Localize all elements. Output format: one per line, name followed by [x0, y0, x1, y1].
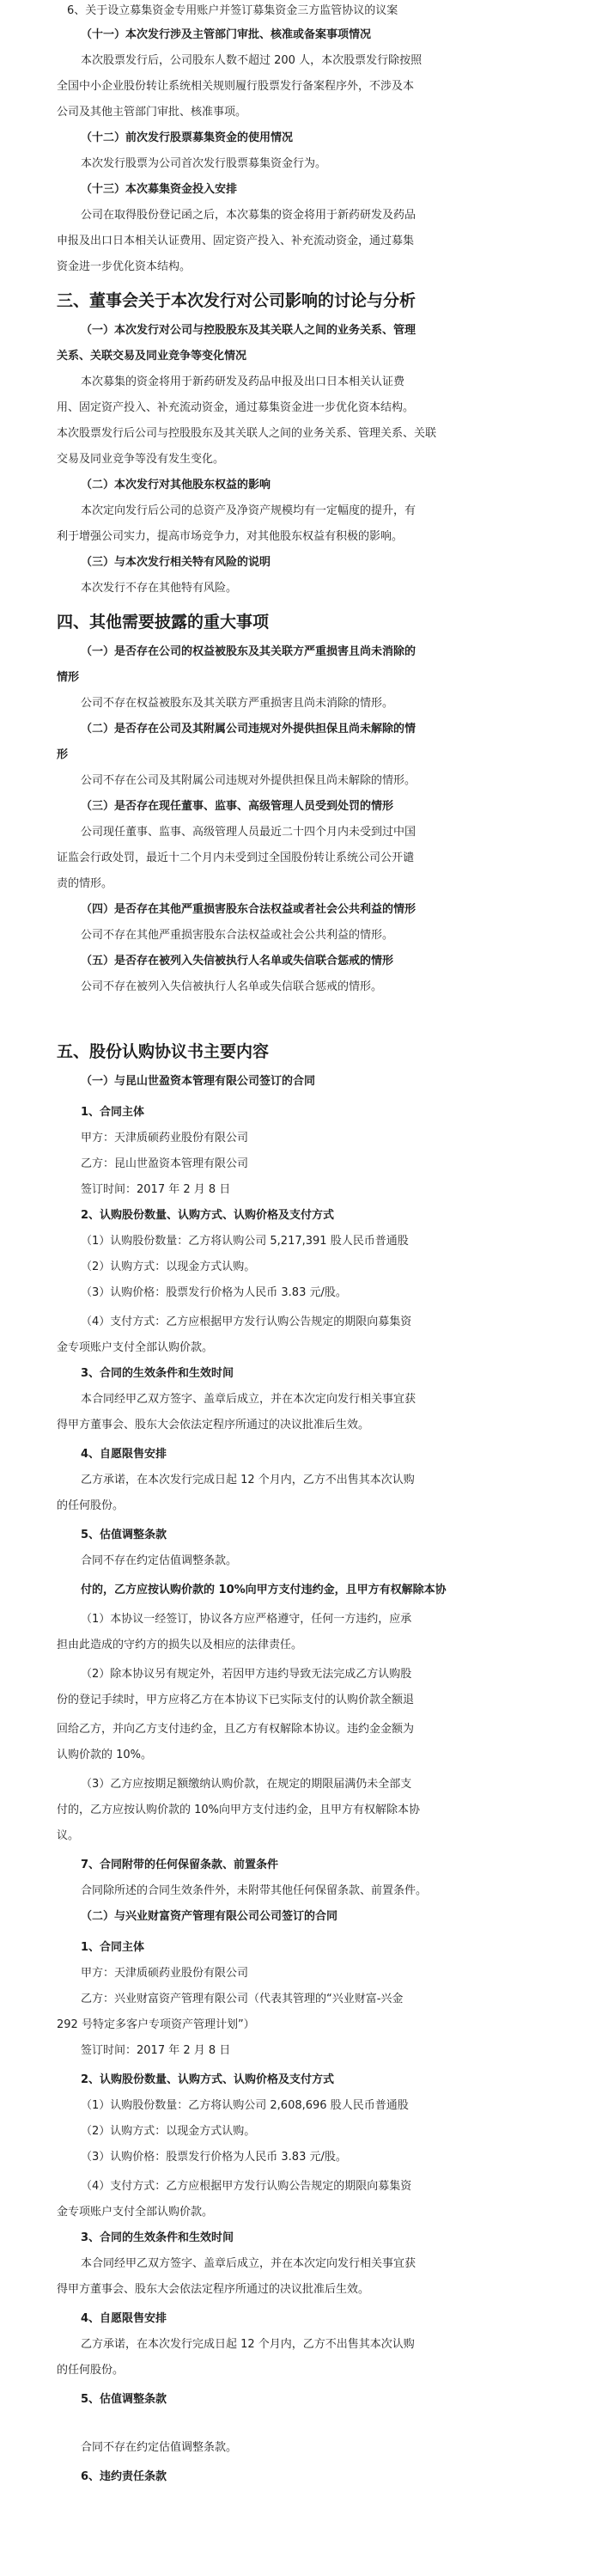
paragraph-line: 的任何股份。 [57, 2364, 125, 2377]
subheading: （十二）前次发行股票募集资金的使用情况 [81, 131, 294, 144]
subheading: 7、合同附带的任何保留条款、前置条件 [81, 1859, 279, 1871]
paragraph-line: 用、固定资产投入、补充流动资金，通过募集资金进一步优化资本结构。 [57, 401, 415, 414]
section-heading: 四、其他需要披露的重大事项 [57, 613, 270, 632]
paragraph-line: 本合同经甲乙双方签字、盖章后成立，并在本次定向发行相关事宜获 [81, 1393, 417, 1406]
paragraph-line: 责的情形。 [57, 877, 113, 890]
paragraph-line: （4）支付方式：乙方应根据甲方发行认购公告规定的期限向募集资 [81, 2180, 412, 2193]
paragraph-line: 回给乙方，并向乙方支付违约金，且乙方有权解除本协议。违约金金额为 [57, 1723, 415, 1736]
paragraph-line: 合同不存在约定估值调整条款。 [81, 1554, 238, 1567]
subheading: （一）与昆山世盈资本管理有限公司签订的合同 [81, 1075, 316, 1088]
paragraph-line: 甲方：天津质硕药业股份有限公司 [81, 1132, 249, 1145]
paragraph-line: 金专项账户支付全部认购价款。 [57, 2206, 214, 2219]
paragraph-line: 全国中小企业股份转让系统相关规则履行股票发行备案程序外，不涉及本 [57, 80, 415, 93]
subheading: 付的，乙方应按认购价款的 10%向甲方支付违约金，且甲方有权解除本协 [81, 1584, 447, 1596]
paragraph-line: 本次发行股票为公司首次发行股票募集资金行为。 [81, 157, 327, 170]
subheading: （二）本次发行对其他股东权益的影响 [81, 479, 271, 491]
subheading: 2、认购股份数量、认购方式、认购价格及支付方式 [81, 2073, 335, 2086]
section-heading: 五、股份认购协议书主要内容 [57, 1042, 270, 1061]
paragraph-line: 合同不存在约定估值调整条款。 [81, 2441, 238, 2454]
subheading: 5、估值调整条款 [81, 2393, 167, 2406]
subheading: 1、合同主体 [81, 1106, 145, 1119]
paragraph-line: （1）认购股份数量：乙方将认购公司 2,608,696 股人民币普通股 [81, 2099, 409, 2112]
paragraph-line: 合同除所述的合同生效条件外，未附带其他任何保留条款、前置条件。 [81, 1884, 428, 1897]
paragraph-line: 乙方承诺，在本次发行完成日起 12 个月内，乙方不出售其本次认购 [81, 1474, 415, 1486]
paragraph-line: （4）支付方式：乙方应根据甲方发行认购公告规定的期限向募集资 [81, 1315, 412, 1328]
paragraph-line: 甲方：天津质硕药业股份有限公司 [81, 1967, 249, 1980]
paragraph-line: （2）认购方式：以现金方式认购。 [81, 2125, 256, 2138]
paragraph-line: （3）认购价格：股票发行价格为人民币 3.83 元/股。 [81, 2151, 347, 2164]
paragraph-line: 申报及出口日本相关认证费用、固定资产投入、补充流动资金，通过募集 [57, 235, 415, 247]
subheading: 6、违约责任条款 [81, 2470, 167, 2483]
paragraph-line: 资金进一步优化资本结构。 [57, 260, 192, 273]
paragraph-line: 公司及其他主管部门审批、核准事项。 [57, 106, 247, 119]
paragraph-line: 公司不存在被列入失信被执行人名单或失信联合惩戒的情形。 [81, 980, 383, 993]
paragraph-line: 本次发行不存在其他特有风险。 [81, 582, 238, 595]
subheading: （三）与本次发行相关特有风险的说明 [81, 556, 271, 569]
paragraph-line: 本次募集的资金将用于新药研发及药品申报及出口日本相关认证费 [81, 375, 405, 388]
subheading: （二）与兴业财富资产管理有限公司公司签订的合同 [81, 1910, 338, 1923]
paragraph-line: 本合同经甲乙双方签字、盖章后成立，并在本次定向发行相关事宜获 [81, 2257, 417, 2270]
paragraph-line: 本次股票发行后，公司股东人数不超过 200 人，本次股票发行除按照 [81, 54, 423, 67]
paragraph-line: 乙方：昆山世盈资本管理有限公司 [81, 1157, 249, 1170]
paragraph-line: 的任何股份。 [57, 1499, 125, 1512]
paragraph-line: 证监会行政处罚，最近十二个月内未受到过全国股份转让系统公司公开谴 [57, 852, 415, 864]
subheading: （四）是否存在其他严重损害股东合法权益或者社会公共利益的情形 [81, 903, 417, 916]
section-heading: 三、董事会关于本次发行对公司影响的讨论与分析 [57, 291, 417, 310]
subheading: 4、自愿限售安排 [81, 1448, 167, 1461]
subheading: 3、合同的生效条件和生效时间 [81, 1367, 234, 1380]
paragraph-line: 292 号特定多客户专项资产管理计划”） [57, 2018, 255, 2031]
paragraph-line: 公司不存在公司及其附属公司违规对外提供担保且尚未解除的情形。 [81, 774, 417, 787]
subheading: 情形 [57, 671, 80, 684]
subheading: 关系、关联交易及同业竞争等变化情况 [57, 350, 247, 363]
paragraph-line: 公司不存在其他严重损害股东合法权益或社会公共利益的情形。 [81, 929, 394, 942]
paragraph-line: 乙方承诺，在本次发行完成日起 12 个月内，乙方不出售其本次认购 [81, 2338, 415, 2351]
paragraph-line: 份的登记手续时，甲方应将乙方在本协议下已实际支付的认购价款全额退 [57, 1694, 415, 1706]
subheading: （十一）本次发行涉及主管部门审批、核准或备案事项情况 [81, 28, 372, 41]
paragraph-line: 乙方：兴业财富资产管理有限公司（代表其管理的“兴业财富-兴金 [81, 1993, 404, 2005]
paragraph-line: 签订时间：2017 年 2 月 8 日 [81, 2044, 231, 2057]
subheading: 1、合同主体 [81, 1941, 145, 1954]
subheading: 2、认购股份数量、认购方式、认购价格及支付方式 [81, 1209, 335, 1222]
paragraph-line: 认购价款的 10%。 [57, 1749, 153, 1761]
paragraph-line: （1）本协议一经签订，协议各方应严格遵守，任何一方违约，应承 [81, 1613, 412, 1626]
paragraph-line: （3）乙方应按期足额缴纳认购价款，在规定的期限届满仍未全部支 [81, 1778, 412, 1791]
paragraph-line: 利于增强公司实力，提高市场竞争力，对其他股东权益有积极的影响。 [57, 530, 404, 543]
paragraph-line: （2）认购方式：以现金方式认购。 [81, 1261, 256, 1273]
paragraph-line: 金专项账户支付全部认购价款。 [57, 1341, 214, 1354]
paragraph-line: 公司不存在权益被股东及其关联方严重损害且尚未消除的情形。 [81, 697, 394, 710]
subheading: 形 [57, 748, 69, 761]
paragraph-line: （3）认购价格：股票发行价格为人民币 3.83 元/股。 [81, 1286, 347, 1299]
subheading: （一）是否存在公司的权益被股东及其关联方严重损害且尚未消除的 [81, 645, 417, 658]
subheading: （十三）本次募集资金投入安排 [81, 183, 238, 196]
paragraph-line: 付的，乙方应按认购价款的 10%向甲方支付违约金，且甲方有权解除本协 [57, 1804, 421, 1816]
subheading: 3、合同的生效条件和生效时间 [81, 2231, 234, 2244]
subheading: 4、自愿限售安排 [81, 2312, 167, 2325]
subheading: （五）是否存在被列入失信被执行人名单或失信联合惩戒的情形 [81, 955, 394, 968]
paragraph-line: （2）除本协议另有规定外，若因甲方违约导致无法完成乙方认购股 [81, 1668, 412, 1681]
paragraph-line: （1）认购股份数量：乙方将认购公司 5,217,391 股人民币普通股 [81, 1235, 409, 1248]
subheading: （一）本次发行对公司与控股股东及其关联人之间的业务关系、管理 [81, 324, 417, 337]
paragraph-line: 公司现任董事、监事、高级管理人员最近二十四个月内未受到过中国 [81, 826, 417, 839]
paragraph-line: 交易及同业竞争等没有发生变化。 [57, 453, 225, 466]
paragraph-line: 得甲方董事会、股东大会依法定程序所通过的决议批准后生效。 [57, 2283, 370, 2296]
paragraph-line: 签订时间：2017 年 2 月 8 日 [81, 1183, 231, 1196]
paragraph-line: 得甲方董事会、股东大会依法定程序所通过的决议批准后生效。 [57, 1419, 370, 1431]
subheading: 5、估值调整条款 [81, 1529, 167, 1541]
paragraph-line: 担由此造成的守约方的损失以及相应的法律责任。 [57, 1639, 303, 1651]
paragraph-line: 本次定向发行后公司的总资产及净资产规模均有一定幅度的提升，有 [81, 504, 417, 517]
paragraph-line: 议。 [57, 1829, 80, 1842]
subheading: （三）是否存在现任董事、监事、高级管理人员受到处罚的情形 [81, 800, 394, 813]
paragraph-line: 6、关于设立募集资金专用账户并签订募集资金三方监管协议的议案 [67, 4, 398, 17]
paragraph-line: 公司在取得股份登记函之后，本次募集的资金将用于新药研发及药品 [81, 209, 417, 222]
subheading: （二）是否存在公司及其附属公司违规对外提供担保且尚未解除的情 [81, 723, 417, 736]
paragraph-line: 本次股票发行后公司与控股股东及其关联人之间的业务关系、管理关系、关联 [57, 427, 437, 440]
